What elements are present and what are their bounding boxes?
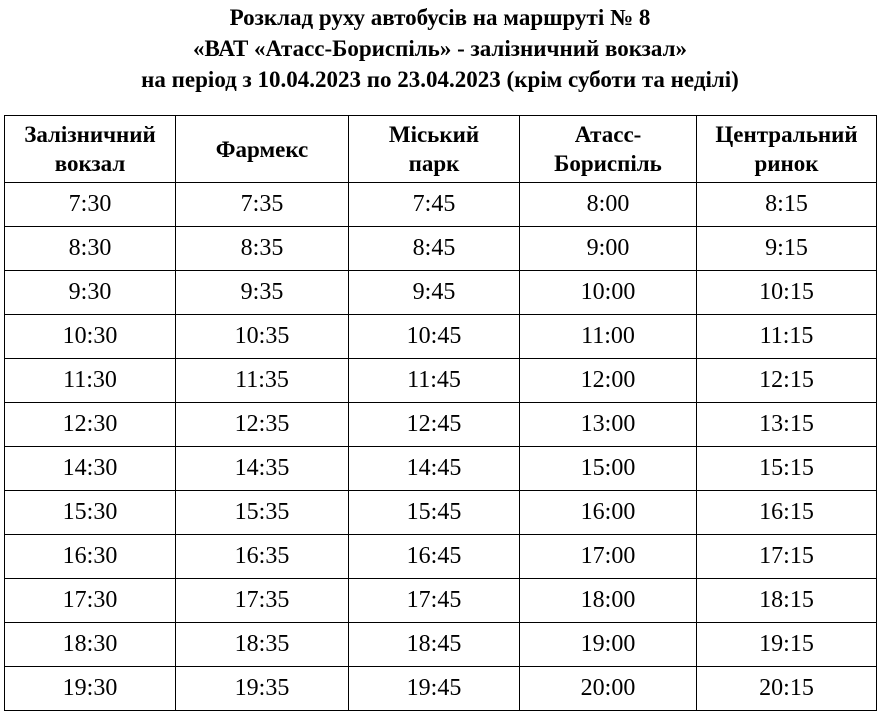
time-cell-farmeks: 16:35 [176,535,349,579]
time-cell-city-park: 15:45 [349,491,520,535]
time-cell-farmeks: 7:35 [176,183,349,227]
time-cell-station: 8:30 [5,227,176,271]
table-row [5,667,877,711]
time-cell-atass-boryspil: 19:00 [520,623,697,667]
time-cell-city-park: 12:45 [349,403,520,447]
column-header-atass-boryspil [520,116,697,183]
time-cell-atass-boryspil: 18:00 [520,579,697,623]
time-cell-central-market: 19:15 [697,623,877,667]
time-cell-central-market: 13:15 [697,403,877,447]
schedule-table [4,115,877,711]
time-cell-city-park: 18:45 [349,623,520,667]
column-header-central-market [697,116,877,183]
column-header-text: Центральний [715,122,858,147]
time-cell-city-park: 19:45 [349,667,520,711]
column-header-text: парк [408,151,460,176]
time-cell-farmeks: 18:35 [176,623,349,667]
time-cell-central-market: 20:15 [697,667,877,711]
time-cell-city-park: 11:45 [349,359,520,403]
time-cell-city-park: 17:45 [349,579,520,623]
time-cell-atass-boryspil: 9:00 [520,227,697,271]
time-cell-farmeks: 9:35 [176,271,349,315]
time-cell-central-market: 15:15 [697,447,877,491]
time-cell-atass-boryspil: 8:00 [520,183,697,227]
time-cell-atass-boryspil: 10:00 [520,271,697,315]
time-cell-atass-boryspil: 12:00 [520,359,697,403]
time-cell-station: 18:30 [5,623,176,667]
time-cell-central-market: 9:15 [697,227,877,271]
time-cell-farmeks: 10:35 [176,315,349,359]
table-row [5,315,877,359]
column-header-text: Залізничний [24,122,156,147]
schedule-title [0,2,880,95]
time-cell-city-park: 16:45 [349,535,520,579]
title-line-stops: «ВАТ «Атасс-Бориспіль» - залізничний вокзал» [192,36,688,61]
time-cell-central-market: 18:15 [697,579,877,623]
time-cell-atass-boryspil: 11:00 [520,315,697,359]
column-header-text: Фармекс [215,136,309,162]
column-header-text: Бориспіль [554,151,662,176]
column-header-text: Атасс- [574,122,642,147]
time-cell-farmeks: 8:35 [176,227,349,271]
time-cell-station: 14:30 [5,447,176,491]
table-row [5,623,877,667]
time-cell-atass-boryspil: 13:00 [520,403,697,447]
time-cell-farmeks: 12:35 [176,403,349,447]
time-cell-city-park: 10:45 [349,315,520,359]
time-cell-city-park: 7:45 [349,183,520,227]
table-row [5,579,877,623]
title-line-period: на період з 10.04.2023 по 23.04.2023 (крім суботи та неділі) [141,67,739,92]
time-cell-farmeks: 17:35 [176,579,349,623]
time-cell-central-market: 17:15 [697,535,877,579]
time-cell-farmeks: 11:35 [176,359,349,403]
time-cell-central-market: 12:15 [697,359,877,403]
time-cell-atass-boryspil: 16:00 [520,491,697,535]
column-header-station [5,116,176,183]
time-cell-central-market: 16:15 [697,491,877,535]
table-row [5,183,877,227]
time-cell-central-market: 11:15 [697,315,877,359]
table-row [5,227,877,271]
table-body [5,183,877,711]
time-cell-station: 15:30 [5,491,176,535]
table-row [5,491,877,535]
time-cell-city-park: 8:45 [349,227,520,271]
column-header-text: ринок [754,151,819,176]
time-cell-farmeks: 19:35 [176,667,349,711]
table-row [5,271,877,315]
table-row [5,403,877,447]
time-cell-station: 16:30 [5,535,176,579]
time-cell-station: 7:30 [5,183,176,227]
time-cell-atass-boryspil: 20:00 [520,667,697,711]
time-cell-station: 10:30 [5,315,176,359]
title-line-route: Розклад руху автобусів на маршруті № 8 [229,5,651,30]
table-header-row [5,116,877,183]
time-cell-atass-boryspil: 15:00 [520,447,697,491]
table-row [5,535,877,579]
time-cell-station: 11:30 [5,359,176,403]
column-header-text: Міський [388,122,480,147]
table-row [5,447,877,491]
time-cell-city-park: 9:45 [349,271,520,315]
column-header-farmeks [176,116,349,183]
time-cell-central-market: 8:15 [697,183,877,227]
time-cell-central-market: 10:15 [697,271,877,315]
time-cell-farmeks: 14:35 [176,447,349,491]
time-cell-city-park: 14:45 [349,447,520,491]
column-header-city-park [349,116,520,183]
column-header-text: вокзал [54,151,126,176]
time-cell-station: 19:30 [5,667,176,711]
time-cell-station: 9:30 [5,271,176,315]
time-cell-station: 17:30 [5,579,176,623]
time-cell-atass-boryspil: 17:00 [520,535,697,579]
time-cell-station: 12:30 [5,403,176,447]
time-cell-farmeks: 15:35 [176,491,349,535]
table-row [5,359,877,403]
schedule-table-container [4,115,876,711]
